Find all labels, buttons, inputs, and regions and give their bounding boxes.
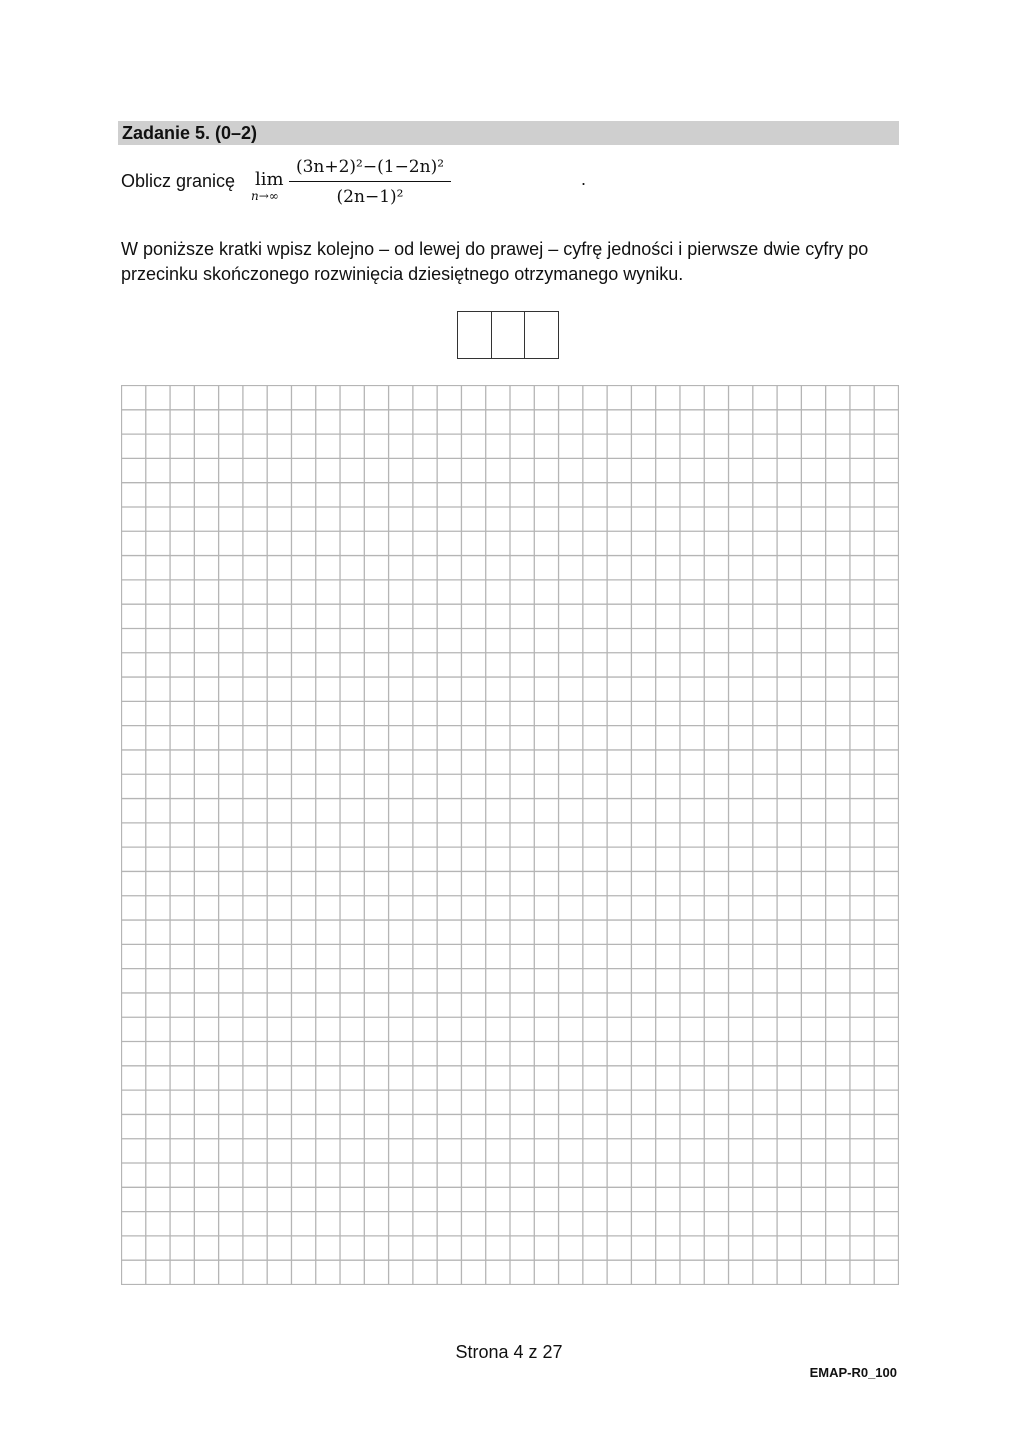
answer-box-tenths[interactable] (492, 312, 526, 358)
grid-lines (121, 385, 899, 1285)
answer-box-units[interactable] (458, 312, 492, 358)
lim-operator: lim (255, 169, 284, 190)
work-area-grid[interactable] (121, 385, 899, 1285)
fraction-numerator: (3n+2)²−(1−2n)² (295, 157, 445, 177)
prompt-text: Oblicz granicę (121, 171, 236, 191)
formula-period: . (581, 169, 587, 189)
fraction-denominator: (2n−1)² (336, 187, 404, 207)
exam-code: EMAP-R0_100 (809, 1365, 897, 1380)
instruction-line-2: przecinku skończonego rozwinięcia dziesiętnego otrzymanego wyniku. (121, 264, 684, 284)
fraction-bar (289, 181, 451, 182)
task-instruction (121, 237, 911, 287)
answer-boxes (457, 311, 559, 359)
instruction-line-1: W poniższe kratki wpisz kolejno – od lewej do prawej – cyfrę jedności i pierwsze dwie cyfry po (121, 239, 869, 259)
answer-box-hundredths[interactable] (525, 312, 558, 358)
task-prompt (121, 155, 821, 211)
task-header (118, 121, 899, 145)
page-number: Strona 4 z 27 (455, 1342, 563, 1362)
lim-subscript: n→∞ (251, 189, 279, 203)
limit-formula (251, 155, 591, 211)
task-title: Zadanie 5. (0–2) (122, 123, 258, 143)
